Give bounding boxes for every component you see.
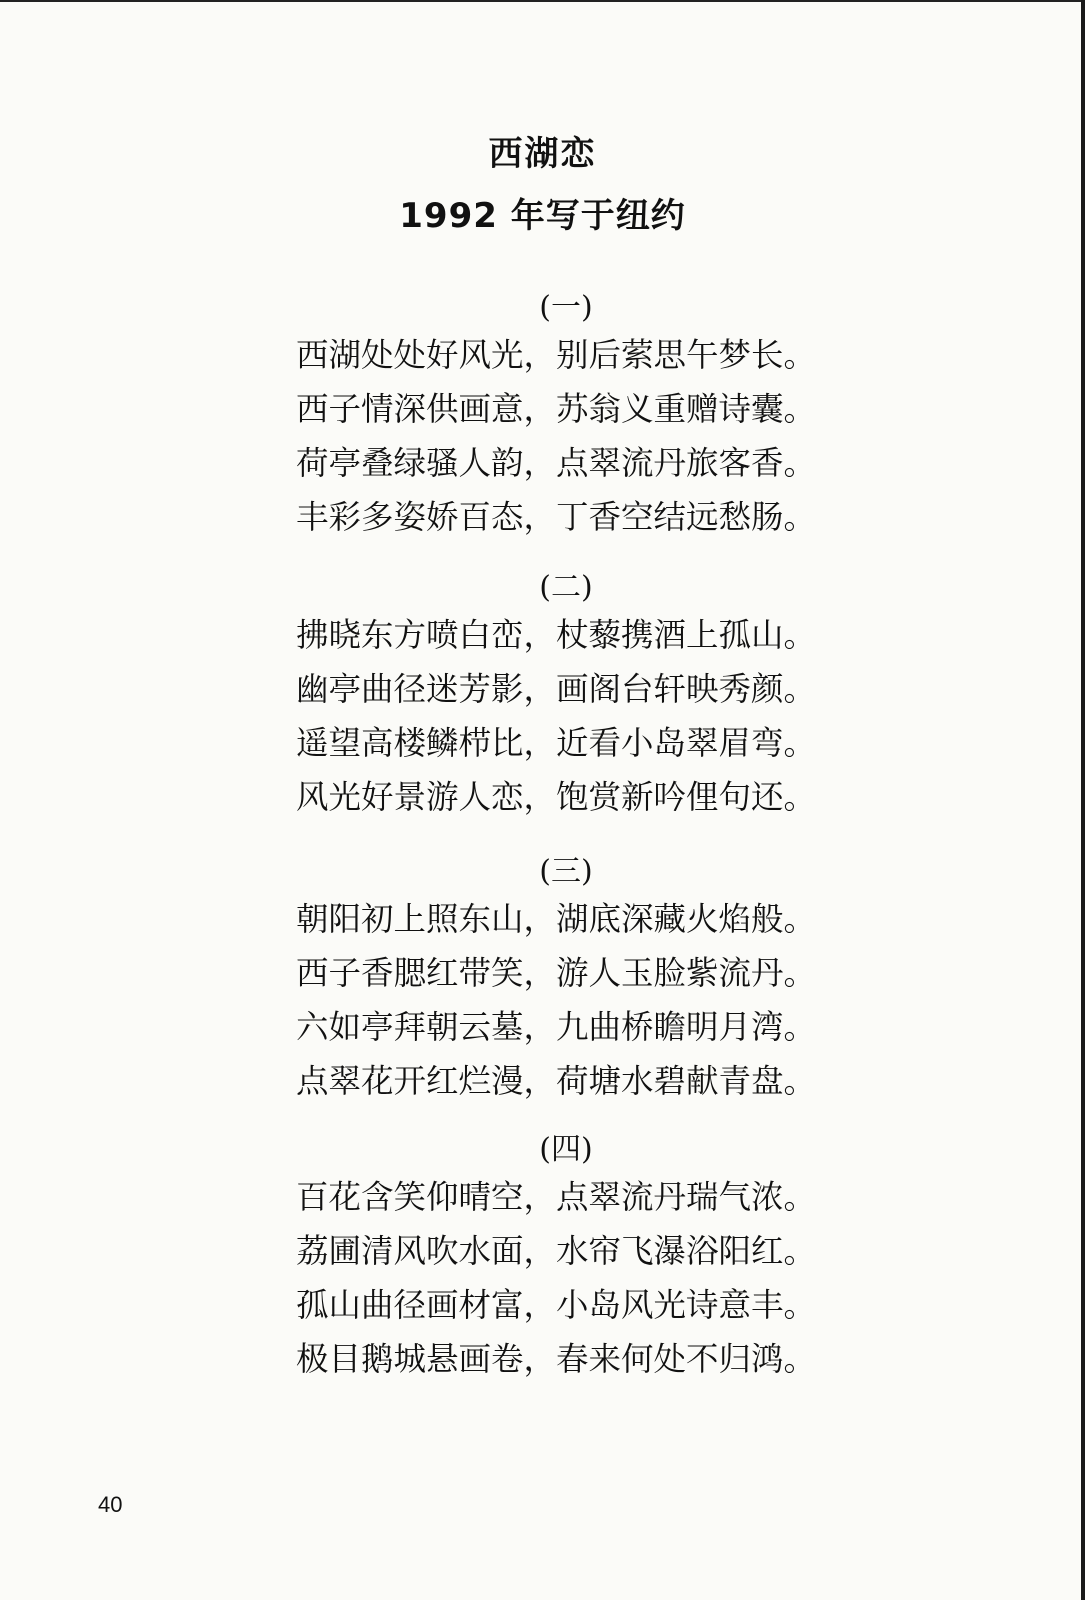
section-heading: (三) bbox=[539, 854, 593, 889]
verse-line: 百花含笑仰晴空，点翠流丹瑞气浓。 bbox=[296, 1178, 817, 1216]
verse-line: 丰彩多姿娇百态，丁香空结远愁肠。 bbox=[296, 498, 817, 536]
section-heading: (四) bbox=[539, 1132, 593, 1167]
poem-title: 西湖恋 bbox=[488, 134, 597, 174]
poem-section-3 bbox=[296, 852, 836, 1108]
verse-line: 幽亭曲径迷芳影，画阁台轩映秀颜。 bbox=[296, 670, 817, 708]
page-right-edge bbox=[1081, 0, 1085, 1600]
verse-line: 西子香腮红带笑，游人玉脸紫流丹。 bbox=[296, 954, 817, 992]
verse-line: 极目鹅城悬画卷，春来何处不归鸿。 bbox=[296, 1340, 817, 1378]
verse-line: 遥望高楼鳞栉比，近看小岛翠眉弯。 bbox=[296, 724, 817, 762]
page-top-edge bbox=[0, 0, 1085, 6]
poem-subtitle: 1992 年写于纽约 bbox=[399, 196, 686, 236]
verse-line: 拂晓东方喷白峦，杖藜携酒上孤山。 bbox=[296, 616, 817, 654]
section-heading: (二) bbox=[539, 570, 593, 605]
poem-section-2 bbox=[296, 568, 836, 824]
verse-line: 点翠花开红烂漫，荷塘水碧献青盘。 bbox=[296, 1062, 817, 1100]
verse-line: 西子情深供画意，苏翁义重赠诗囊。 bbox=[296, 390, 817, 428]
verse-line: 风光好景游人恋，饱赏新吟俚句还。 bbox=[296, 778, 817, 816]
verse-line: 荔圃清风吹水面，水帘飞瀑浴阳红。 bbox=[296, 1232, 817, 1270]
verse-line: 孤山曲径画材富，小岛风光诗意丰。 bbox=[296, 1286, 817, 1324]
verse-line: 西湖处处好风光，别后萦思午梦长。 bbox=[296, 336, 817, 374]
verse-line: 朝阳初上照东山，湖底深藏火焰般。 bbox=[296, 900, 817, 938]
section-heading: (一) bbox=[539, 290, 593, 325]
verse-line: 六如亭拜朝云墓，九曲桥瞻明月湾。 bbox=[296, 1008, 817, 1046]
poem-section-1 bbox=[296, 288, 836, 544]
poem-section-4 bbox=[296, 1130, 836, 1386]
page-number: 40 bbox=[98, 1492, 123, 1517]
verse-line: 荷亭叠绿骚人韵，点翠流丹旅客香。 bbox=[296, 444, 817, 482]
